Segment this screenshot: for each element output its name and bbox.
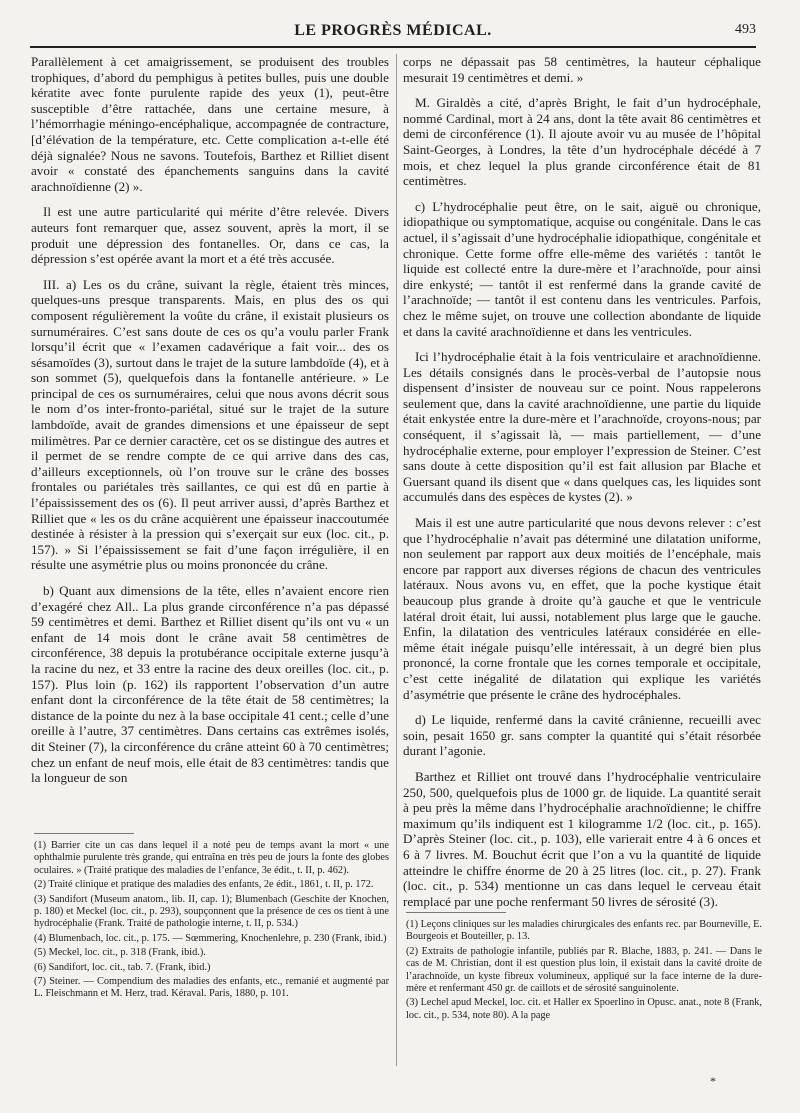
paragraph: c) L’hydrocéphalie peut être, on le sait, aiguë ou chronique, idiopathique ou symptomatique, acquise ou congénitale. Dans le cas actuel, il s’agissait d’une hydrocéphalie idiopathique, congénitale et chronique. Cette forme offre elle-même des variétés : tantôt le liquide est collecté entre la dure-mère et l’arachnoïde, pour ainsi dire enkysté; — tantôt il est renfermé dans la grande cavité de l’arachnoïde; — tantôt il est contenu dans les ventricules. Parfois, chez le même sujet, on trouve une collection abondante de liquide et dans la cavité arachnoïdienne et dans les ventricules.	[403, 198, 761, 339]
paragraph: d) Le liquide, renfermé dans la cavité crânienne, recueilli avec soin, pesait 1650 gr. sans compter la quantité qui s’était résorbée durant l’agonie.	[403, 712, 761, 759]
right-column	[403, 54, 761, 919]
footnote-separator	[34, 833, 134, 834]
footnote: (6) Sandifort, loc. cit., tab. 7. (Frank, ibid.)	[34, 961, 211, 973]
column-divider	[396, 54, 397, 1066]
paragraph: Barthez et Rilliet ont trouvé dans l’hydrocéphalie ventriculaire 250, 500, quelquefois plus de 1000 gr. de liquide. La quantité serait à peu près la même dans l’hydrocéphalie arachnoïdienne; le chiffre maximum qu’ils indiquent est 1 kilogramme 1/2 (loc. cit., p. 165). D’après Steiner (loc. cit., p. 103), elle varierait entre 4 à 6 onces et 6 à 7 livres. M. Bouchut écrit que l’on a vu la quantité de liquide atteindre le chiffre énorme de 20 à 25 litres (loc. cit., p. 27). Frank (loc. cit., p. 534) mentionne un cas dans lequel le cerveau était remplacé par une poche renfermant 50 livres de sérosité (3).	[403, 768, 761, 909]
footnote: (4) Blumenbach, loc. cit., p. 175. — Sœmmering, Knochenlehre, p. 230 (Frank, ibid.)	[34, 932, 387, 944]
page-header	[30, 18, 756, 44]
paragraph: M. Giraldès a cité, d’après Bright, le fait d’un hydrocéphale, nommé Cardinal, mort à 24 ans, dont la tête avait 86 centimètres et demi de circonférence (1). Il ajoute avoir vu au musée de l’hôpital Saint-Georges, à Londres, la tête d’un hydrocéphale décédé à 7 mois, et chez lequel la plus grande circonférence était de 81 centimètres.	[403, 95, 761, 189]
paragraph: b) Quant aux dimensions de la tête, elles n’avaient encore rien d’exagéré chez All.. La plus grande circonférence n’a pas dépassé 59 centimètres et demi. Barthez et Rilliet disent qu’ils ont vu « un enfant de 14 mois dont le crâne avait 58 centimètres de circonférence, 38 depuis la protubérance occipitale externe jusqu’à la racine du nez, et 33 entre la racine des deux oreilles (loc. cit., p. 157). Plus loin (p. 162) ils rapportent l’observation d’un autre enfant dont la circonférence de la tête était de 58 centimètres; la distance de la pointe du nez à la base occipitale 41 cent.; celle d’une oreille à l’autre, 37 centimètres. Dans certains cas extrêmes isolés, dit Steiner (7), la circonférence du crâne atteint 60 à 70 centimètres; chez un enfant de neuf mois, elle était de 83 centimètres: tandis que la longueur de son	[31, 583, 389, 786]
footnote: (3) Lechel apud Meckel, loc. cit. et Haller ex Spoerlino in Opusc. anat., note 8 (Frank, loc. cit., p. 534, note 80). A la page	[406, 997, 762, 1021]
footnote: (2) Traité clinique et pratique des maladies des enfants, 2e édit., 1861, t. II, p. 172.	[34, 879, 374, 891]
footnote: (7) Steiner. — Compendium des maladies des enfants, etc., remanié et augmenté par L. Fleischmann et M. Herz, trad. Kéraval. Paris, 1880, p. 101.	[34, 976, 389, 1000]
paragraph: Mais il est une autre particularité que nous devons relever : c’est que l’hydrocéphalie n’avait pas déterminé une dilatation uniforme, non seulement par rapport aux deux moitiés de l’encéphale, mais encore par rapport aux diverses régions de chacun des ventricules latéraux. Nous avons vu, en effet, que la poche kystique était beaucoup plus grande à droite qu’à gauche et que le ventricule latéral droit était, lui aussi, notablement plus large que le gauche. Enfin, la dilatation des ventricules latéraux considérée en elle-même était inégale puisqu’elle intéressait, à un degré bien plus prononcé, la corne frontale que les cornes temporale et occipitale, c’est cette inégalité de dilatation qui explique les variétés d’asymétrie que présente le crâne des hydrocéphales.	[403, 515, 761, 702]
left-column	[31, 54, 389, 796]
page-number: 493	[735, 22, 756, 37]
footnote: (3) Sandifort (Museum anatom., lib. II, cap. 1); Blumenbach (Geschite der Knochen, p. 180) et Meckel (loc. cit., p. 293), soupçonnent que la présence de ces os tient à une hydrocéphalie (Frank. Traité de pathologie interne, t. II, p. 534.)	[34, 893, 389, 930]
paragraph: Il est une autre particularité qui mérite d’être relevée. Divers auteurs font remarquer que, assez souvent, après la mort, il se produit une dépression des fontanelles. Or, dans ce cas, la dépression s’est opérée avant la mort et a été très accusée.	[31, 204, 389, 267]
right-footnotes	[406, 912, 762, 1024]
header-rule	[30, 46, 756, 48]
page-mark: *	[710, 1074, 716, 1088]
left-footnotes	[34, 833, 389, 1003]
paragraph: Parallèlement à cet amaigrissement, se produisent des troubles trophiques, d’abord du pemphigus à petites bulles, puis une double kératite avec fonte purulente rapide des yeux (1), peut-être susceptible d’être rattachée, dans une certaine mesure, à l’hémorrhagie méningo-encéphalique, accompagnée de contracture, [d’élévation de la température, etc. Cette complication a-t-elle été déjà signalée? Nous ne savons. Toutefois, Barthez et Rilliet disent avoir « constaté des épanchements sanguins dans la cavité arachnoïdienne (2) ».	[31, 54, 389, 194]
paragraph: corps ne dépassait pas 58 centimètres, la hauteur céphalique mesurait 19 centimètres et demi. »	[403, 54, 761, 85]
paragraph: III. a) Les os du crâne, suivant la règle, étaient très minces, quelques-uns presque transparents. Mais, en plus des os qui composent régulièrement la voûte du crâne, il existait plusieurs os surnuméraires. C’est sans doute de ces os qu’a voulu parler Frank lorsqu’il écrit que « l’examen cadavérique a fait voir... des os sésamoïdes (3), surtout dans le trajet de la suture lambdoïde (4), et à son sommet (5), quelquefois dans la fontanelle antérieure. » Le principal de ces os surnuméraires, celui que nous avons décrit sous le nom d’os inter-fronto-pariétal, situé sur le trajet de la suture lambdoïde, avait de grandes dimensions et une épaisseur de sept milimètres. Par ce dernier caractère, cet os se distingue des autres et il permet de se rendre compte de ce qui arrive dans des cas, d’ailleurs exceptionnels, où l’on trouve sur le crâne des bosses frontales ou pariétales très saillantes, ce qui est dû en partie à l’épaississement des os (6). Il peut arriver aussi, d’après Barthez et Rilliet que « les os du crâne acquièrent une épaisseur inaccoutumée destinée à résister à la pression qui s’exerçait sur eux (loc. cit., p. 157). » Si l’épaississement se fait d’une façon irrégulière, il en résulte une asymétrie plus ou moins prononcée du crâne.	[31, 276, 389, 573]
journal-title: LE PROGRÈS MÉDICAL.	[294, 22, 492, 39]
footnote: (5) Meckel, loc. cit., p. 318 (Frank, ibid.).	[34, 947, 206, 959]
footnote: (2) Extraits de pathologie infantile, publiés par R. Blache, 1883, p. 241. — Dans le cas de M. Christian, dont il est question plus loin, il existait dans la cavité droite de l’arachnoïde, un kyste fibreux volumineux, appliqué sur la face interne de la dure-mère et renfermant 450 gr. de caillots et de sérosité sanguinolente.	[406, 945, 762, 995]
footnote: (1) Leçons cliniques sur les maladies chirurgicales des enfants rec. par Bourneville, E. Bourgeois et Bouteiller, p. 13.	[406, 919, 762, 943]
paragraph: Ici l’hydrocéphalie était à la fois ventriculaire et arachnoïdienne. Les détails consignés dans le procès-verbal de l’autopsie nous dispensent d’insister de nouveau sur ce point. Nous rappelerons seulement que, dans la cavité arachnoïdienne, une partie du liquide était enkystée entre la dure-mère et l’arachnoïde, croyons-nous; par conséquent, il s’agissait là, — mais partiellement, — d’une hydrocéphalie externe, pour employer l’expression de Steiner. C’est sans doute à cette disposition qu’il est fait allusion par Blache et Guersant quand ils disent que « dans quelques cas, les liquides sont accumulés dans des espèces de kystes (2). »	[403, 349, 761, 505]
footnote: (1) Barrier cite un cas dans lequel il a noté peu de temps avant la mort « une ophthalmie purulente très grande, qui entraîna en très peu de jours la fonte des globes oculaires. » (Traité pratique des maladies de l’enfance, 3e édit., t. II, p. 462).	[34, 840, 389, 876]
footnote-separator	[406, 912, 506, 913]
